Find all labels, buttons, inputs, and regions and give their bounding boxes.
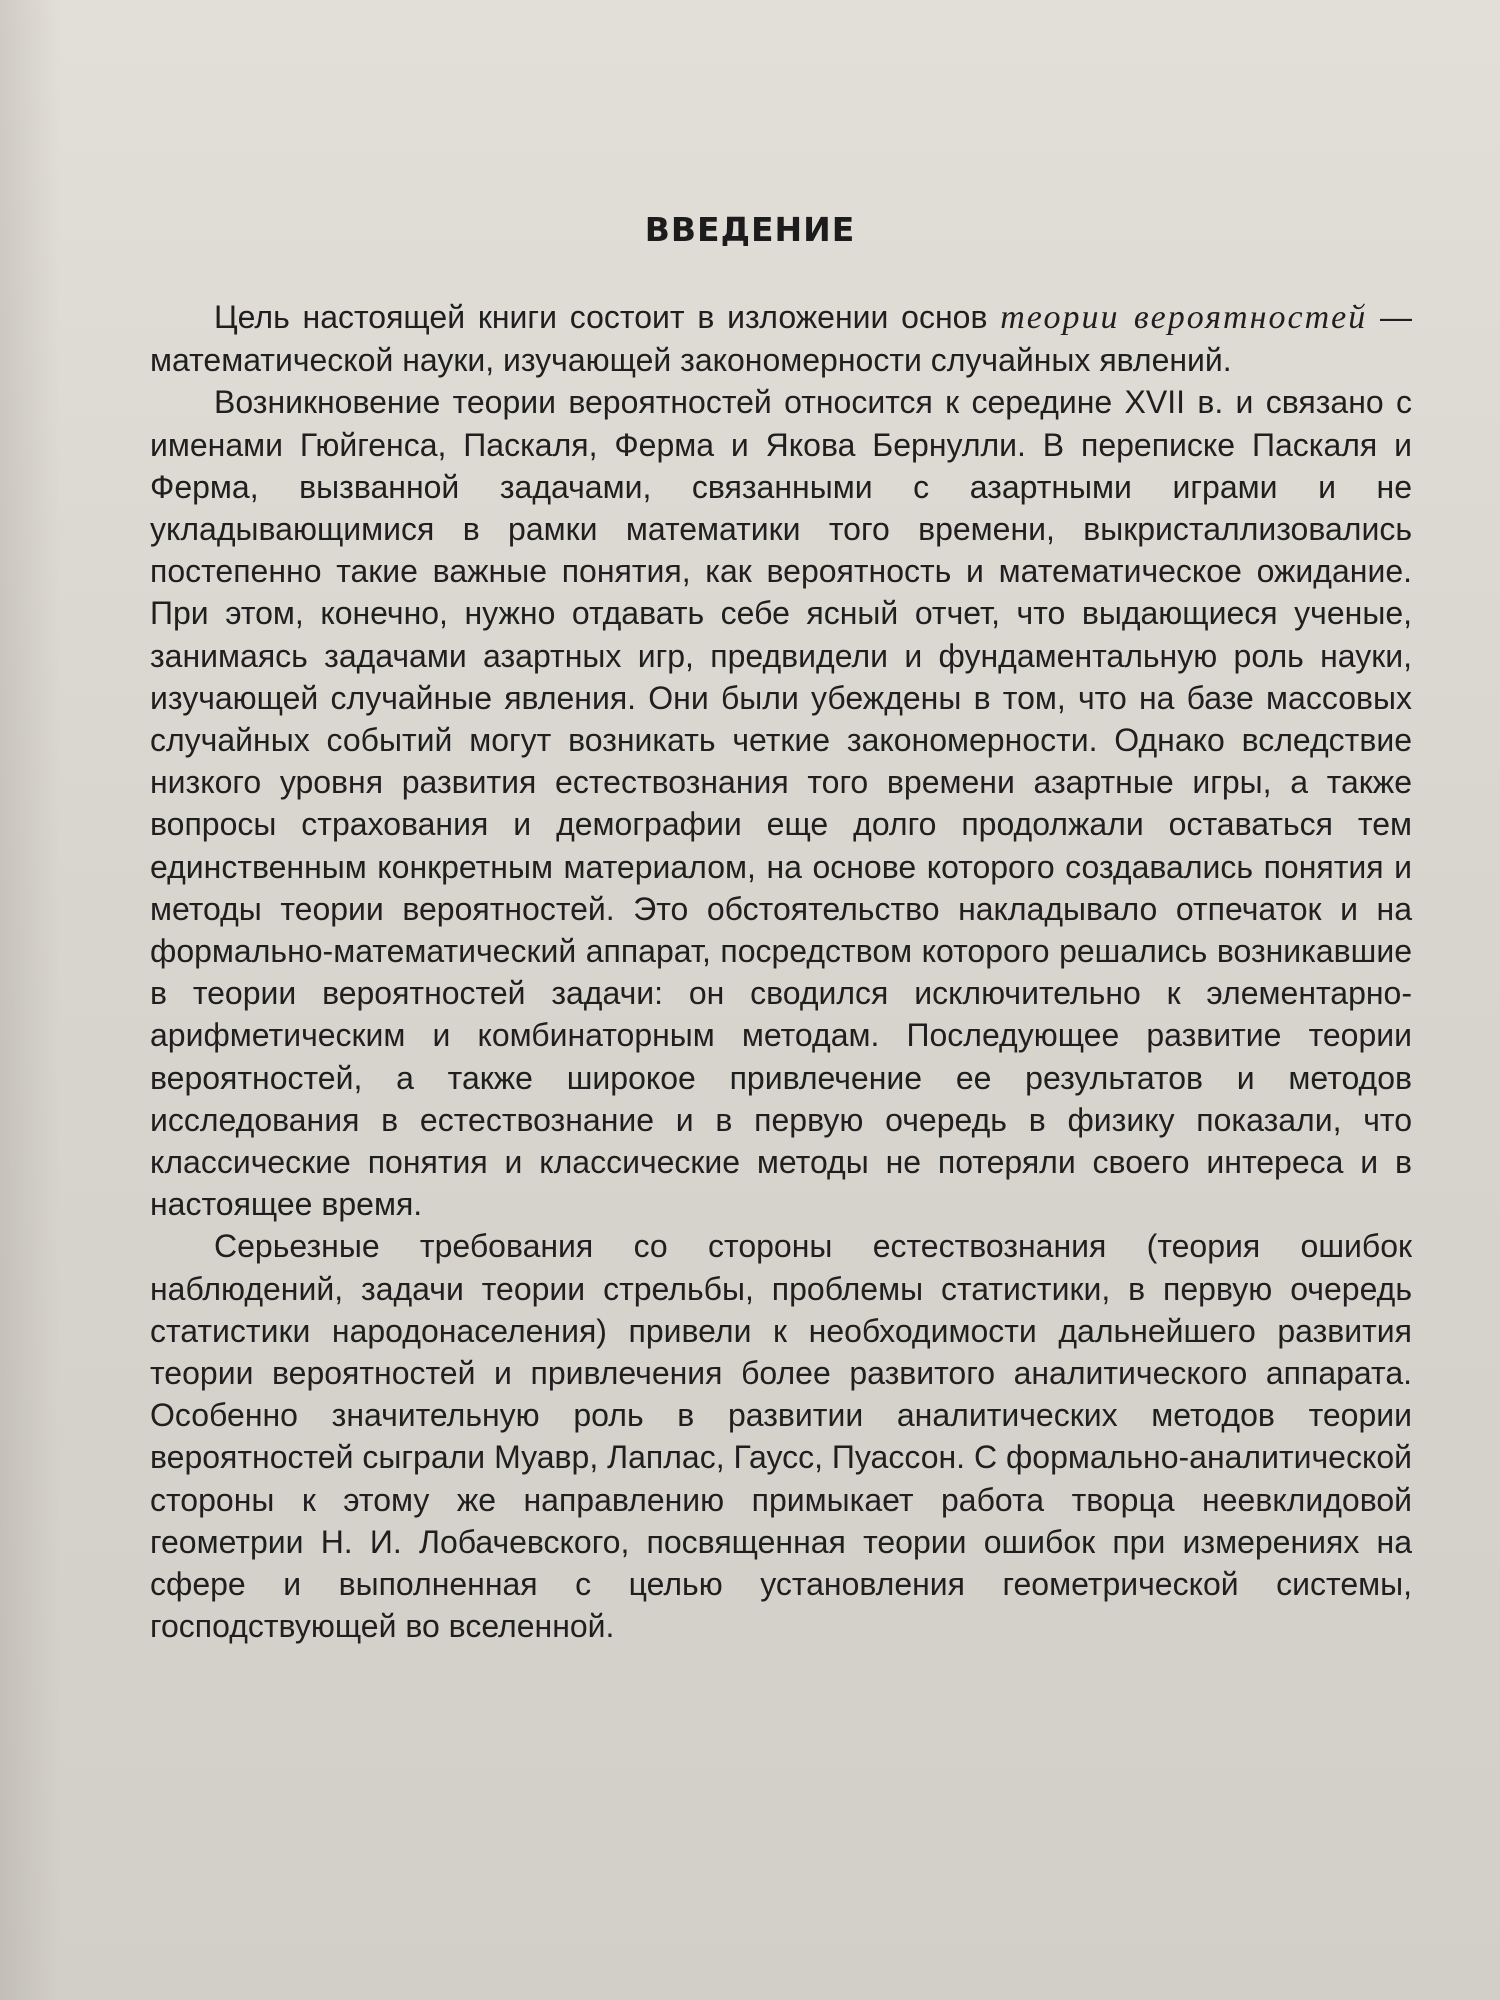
paragraph-history: Возникновение теории вероятностей относится к середине XVII в. и связано с именами Гюйгенса, Паскаля, Ферма и Якова Бернулли. В переписке Паскаля и Ферма, вызванной задачами, связанными с азартными играми и не укладывающимися в рамки математики того времени, выкристаллизовались постепенно такие важные понятия, как вероятность и математическое ожидание. При этом, конечно, нужно отдавать себе ясный отчет, что выдающиеся ученые, занимаясь задачами азартных игр, предвидели и фундаментальную роль науки, изучающей случайные явления. Они были убеждены в том, что на базе массовых случайных событий могут возникать четкие закономерности. Однако вследствие низкого уровня развития естествознания того времени азартные игры, а также вопросы страхования и демографии еще долго продолжали оставаться тем единственным конкретным материалом, на основе которого создавались понятия и методы теории вероятностей. Это обстоятельство накладывало отпечаток и на формально-математический аппарат, посредством которого решались возникавшие в теории вероятностей задачи: он сводился исключительно к элементарно-арифметическим и комбинаторным методам. Последующее развитие теории вероятностей, а также широкое привлечение ее результатов и методов исследования в естествознание и в первую очередь в физику показали, что классические понятия и классические методы не потеряли своего интереса и в настоящее время. bbox=[150, 384, 1412, 1223]
body-text bbox=[150, 296, 1412, 1648]
intro-rest: — математической науки, изучающей закономерности случайных явлений. bbox=[150, 299, 1413, 379]
intro-emphasis: теории вероятностей bbox=[1000, 299, 1368, 336]
paragraph-intro bbox=[150, 296, 1412, 381]
paragraph-development: Серьезные требования со стороны естествознания (теория ошибок наблюдений, задачи теории стрельбы, проблемы статистики, в первую очередь статистики народонаселения) привели к необходимости дальнейшего развития теории вероятностей и привлечения более развитого аналитического аппарата. Особенно значительную роль в развитии аналитических методов теории вероятностей сыграли Муавр, Лаплас, Гаусс, Пуассон. С формально-аналитической стороны к этому же направлению примыкает работа творца неевклидовой геометрии Н. И. Лобачевского, посвященная теории ошибок при измерениях на сфере и выполненная с целью установления геометрической системы, господствующей во вселенной. bbox=[150, 1228, 1412, 1645]
page-title: ВВЕДЕНИЕ bbox=[644, 210, 856, 249]
page-shadow bbox=[0, 0, 60, 2000]
intro-lead: Цель настоящей книги состоит в изложении основ bbox=[214, 299, 1001, 335]
